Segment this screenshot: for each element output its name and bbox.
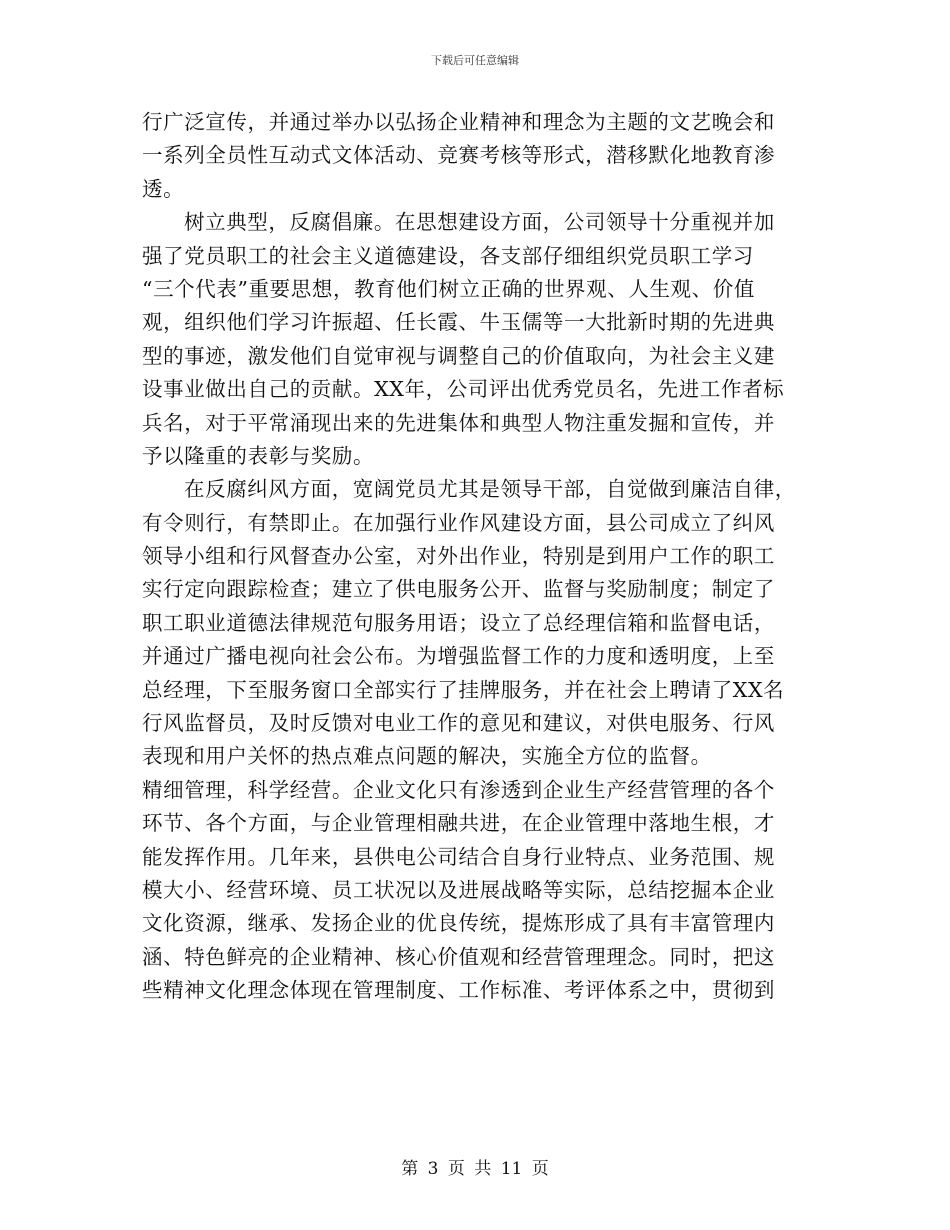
text-line: 职工职业道德法律规范句服务用语；设立了总经理信箱和监督电话， <box>142 610 775 635</box>
text-line: 予以隆重的表彰与奖励。 <box>142 443 375 468</box>
text-line: 有令则行，有禁即止。在加强行业作风建设方面，县公司成立了纠风 <box>142 510 775 535</box>
text-line: 文化资源，继承、发扬企业的优良传统，提炼形成了具有丰富管理内 <box>142 911 775 936</box>
text-line: 表现和用户关怀的热点难点问题的解决，实施全方位的监督。 <box>142 744 712 769</box>
text-line: 兵名，对于平常涌现出来的先进集体和典型人物注重发掘和宣传，并 <box>142 410 775 435</box>
text-line: 在反腐纠风方面，宽阔党员尤其是领导干部，自觉做到廉洁自律， <box>184 477 796 502</box>
text-line: “三个代表”重要思想，教育他们树立正确的世界观、人生观、价值 <box>142 276 755 301</box>
text-line: 模大小、经营环境、员工状况以及进展战略等实际，总结挖掘本企业 <box>142 877 775 902</box>
text-line: 些精神文化理念体现在管理制度、工作标准、考评体系之中，贯彻到 <box>142 978 775 1003</box>
text-line: 设事业做出自己的贡献。XX年，公司评出优秀党员名，先进工作者标 <box>142 377 785 402</box>
text-line: 实行定向跟踪检查；建立了供电服务公开、监督与奖励制度；制定了 <box>142 577 775 602</box>
text-line: 并通过广播电视向社会公布。为增强监督工作的力度和透明度，上至 <box>142 644 775 669</box>
text-line: 能发挥作用。几年来，县供电公司结合自身行业特点、业务范围、规 <box>142 844 775 869</box>
document-body <box>142 106 810 1008</box>
text-line: 精细管理，科学经营。企业文化只有渗透到企业生产经营管理的各个 <box>142 777 775 802</box>
text-line: 树立典型，反腐倡廉。在思想建设方面，公司领导十分重视并加 <box>184 210 775 235</box>
text-line: 行风监督员，及时反馈对电业工作的意见和建议，对供电服务、行风 <box>142 711 775 736</box>
text-line: 观，组织他们学习许振超、任长霞、牛玉儒等一大批新时期的先进典 <box>142 310 775 335</box>
page-header-note: 下载后可任意编辑 <box>431 54 519 67</box>
text-line: 强了党员职工的社会主义道德建设，各支部仔细组织党员职工学习 <box>142 243 754 268</box>
text-line: 透。 <box>142 176 185 201</box>
text-line: 行广泛宣传，并通过举办以弘扬企业精神和理念为主题的文艺晚会和 <box>142 110 775 134</box>
page-number-footer: 第 3 页 共 11 页 <box>401 1159 549 1179</box>
text-line: 环节、各个方面，与企业管理相融共进，在企业管理中落地生根，才 <box>142 811 775 836</box>
text-line: 总经理，下至服务窗口全部实行了挂牌服务，并在社会上聘请了XX名 <box>142 677 785 702</box>
text-line: 一系列全员性互动式文体活动、竞赛考核等形式，潜移默化地教育渗 <box>142 143 775 168</box>
text-line: 领导小组和行风督查办公室，对外出作业，特别是到用户工作的职工 <box>142 544 775 569</box>
text-line: 型的事迹，激发他们自觉审视与调整自己的价值取向，为社会主义建 <box>142 343 775 368</box>
text-line: 涵、特色鲜亮的企业精神、核心价值观和经营管理理念。同时，把这 <box>142 944 775 969</box>
